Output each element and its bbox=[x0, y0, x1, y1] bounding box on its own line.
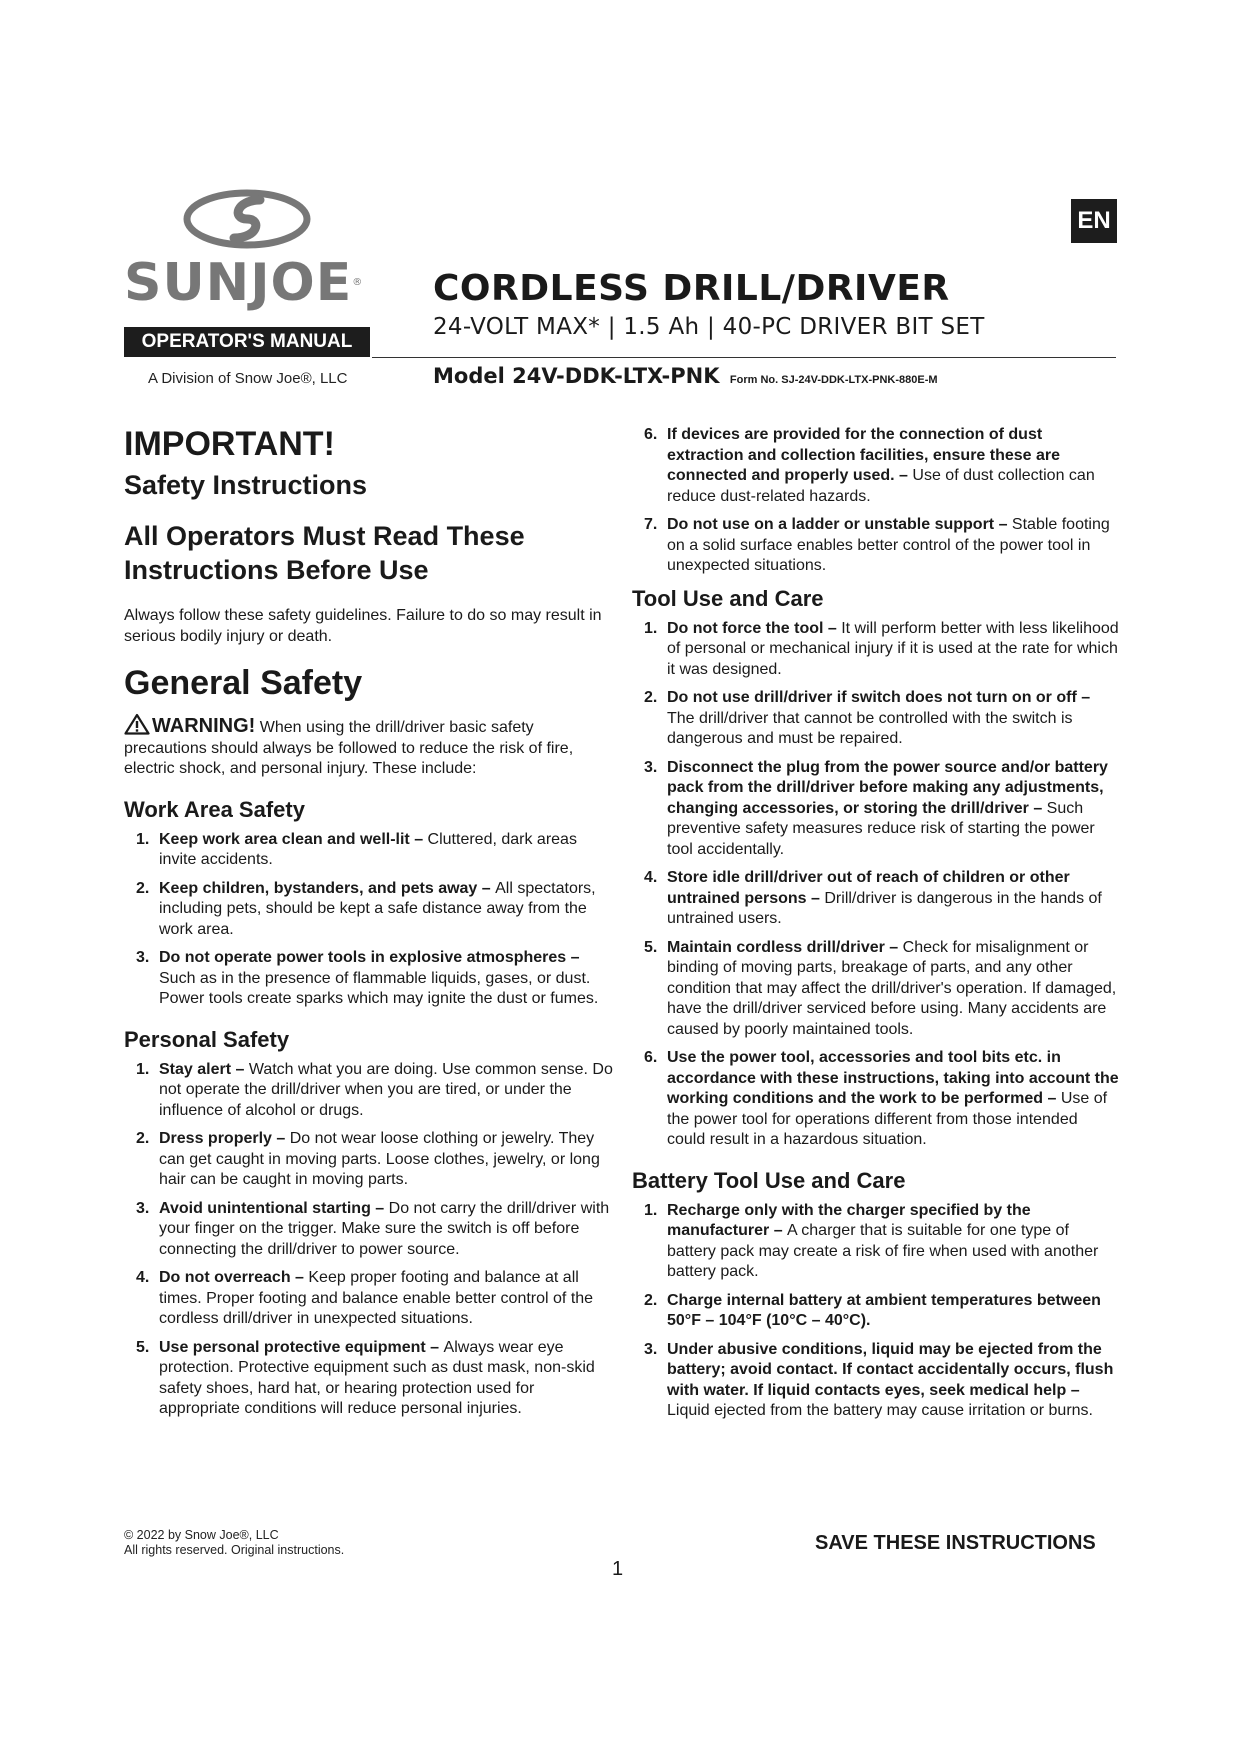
personal-safety-list-continued bbox=[632, 425, 1120, 577]
tool-use-list bbox=[632, 619, 1120, 1151]
list-item: 1. Keep work area clean and well-lit – Cluttered, dark areas invite accidents. bbox=[136, 830, 577, 868]
list-item: 4. Store idle drill/driver out of reach of children or other untrained persons – Drill/driver is dangerous in the hands of untrained users. bbox=[644, 869, 1102, 927]
battery-list bbox=[632, 1201, 1120, 1422]
list-item: 7. Do not use on a ladder or unstable support – Stable footing on a solid surface enables better control of the power tool in unexpected situations. bbox=[644, 516, 1110, 574]
intro-paragraph: Always follow these safety guidelines. Failure to do so may result in serious bodily injury or death. bbox=[124, 607, 602, 645]
tool-use-care-heading: Tool Use and Care bbox=[632, 585, 824, 611]
personal-safety-list bbox=[124, 1060, 614, 1420]
form-number: Form No. SJ-24V-DDK-LTX-PNK-880E-M bbox=[729, 374, 938, 386]
sunjoe-logo bbox=[124, 188, 370, 313]
header-divider bbox=[372, 357, 1116, 358]
product-subtitle: 24-VOLT MAX* | 1.5 Ah | 40-PC DRIVER BIT SET bbox=[433, 314, 985, 340]
product-title: CORDLESS DRILL/DRIVER bbox=[433, 268, 950, 309]
safety-instructions-heading: Safety Instructions bbox=[124, 470, 368, 500]
list-item: 3. Under abusive conditions, liquid may be ejected from the battery; avoid contact. If contact accidentally occurs, flush with water. If liquid contacts eyes, seek medical help – Liquid ejected from the battery may cause irritation or burns. bbox=[644, 1340, 1114, 1419]
warning-word: WARNING! bbox=[152, 715, 256, 737]
battery-tool-care-heading: Battery Tool Use and Care bbox=[632, 1167, 906, 1193]
list-item: 6. Use the power tool, accessories and tool bits etc. in accordance with these instructions, taking into account the working conditions and the work to be performed – Use of the power tool for operations different from those intended could result in a hazardous situation. bbox=[644, 1049, 1119, 1148]
list-item: 5. Maintain cordless drill/driver – Check for misalignment or binding of moving parts, breakage of parts, and any other condition that may affect the drill/driver's operation. If damaged, have the drill/driver serviced before using. Many accidents are caused by poorly maintained tools. bbox=[644, 938, 1117, 1038]
list-item: 3. Do not operate power tools in explosive atmospheres – Such as in the presence of flammable liquids, gases, or dust. Power tools create sparks which may ignite the dust or fumes. bbox=[136, 949, 599, 1007]
language-badge: EN bbox=[1071, 199, 1117, 243]
warning-paragraph bbox=[124, 713, 614, 780]
warning-text: When using the drill/driver basic safety precautions should always be followed to reduce the risk of fire, electric shock, and personal injury. These include: bbox=[124, 719, 574, 777]
page-number: 1 bbox=[612, 1558, 624, 1580]
list-item: 2. Do not use drill/driver if switch does not turn on or off – The drill/driver that cannot be controlled with the switch is dangerous and must be repaired. bbox=[644, 689, 1091, 747]
all-operators-heading: All Operators Must Read These Instructions Before Use bbox=[124, 521, 525, 585]
list-item: 2. Keep children, bystanders, and pets away – All spectators, including pets, should be kept a safe distance away from the work area. bbox=[136, 879, 596, 938]
left-column bbox=[124, 424, 614, 1428]
right-column bbox=[632, 425, 1120, 1430]
list-item: 2. Charge internal battery at ambient temperatures between 50°F – 104°F (10°C – 40°C). bbox=[644, 1291, 1101, 1329]
list-item: 5. Use personal protective equipment – Always wear eye protection. Protective equipment such as dust mask, non-skid safety shoes, hard hat, or hearing protection used for appropriate conditions will reduce personal injuries. bbox=[136, 1338, 595, 1417]
model-line bbox=[433, 364, 938, 388]
list-item: 4. Do not overreach – Keep proper footing and balance at all times. Proper footing and balance enable better control of the cordless drill/driver in unexpected situations. bbox=[136, 1269, 594, 1327]
save-instructions-footer: SAVE THESE INSTRUCTIONS bbox=[815, 1532, 1096, 1554]
warning-triangle-icon bbox=[124, 713, 150, 735]
work-area-list bbox=[124, 830, 614, 1010]
personal-safety-heading: Personal Safety bbox=[124, 1026, 290, 1052]
important-heading: IMPORTANT! bbox=[124, 425, 335, 463]
general-safety-heading: General Safety bbox=[124, 664, 363, 702]
sunjoe-swirl-icon bbox=[182, 188, 312, 250]
list-item: 6. If devices are provided for the connection of dust extraction and collection facilities, ensure these are connected and properly used. – Use of dust collection can reduce dust-related hazards. bbox=[644, 426, 1095, 505]
list-item: 3. Disconnect the plug from the power source and/or battery pack from the drill/driver before making any adjustments, changing accessories, or storing the drill/driver – Such preventive safety measures reduce risk of starting the power tool accidentally. bbox=[644, 758, 1108, 858]
operators-manual-label: OPERATOR'S MANUAL bbox=[124, 327, 370, 357]
brand-wordmark: SUNJOE® bbox=[124, 253, 364, 313]
work-area-safety-heading: Work Area Safety bbox=[124, 796, 305, 822]
model-number: Model 24V-DDK-LTX-PNK bbox=[433, 364, 720, 388]
list-item: 2. Dress properly – Do not wear loose clothing or jewelry. They can get caught in moving parts. Loose clothes, jewelry, or long hair can be caught in moving parts. bbox=[136, 1130, 600, 1188]
division-text: A Division of Snow Joe®, LLC bbox=[148, 370, 348, 387]
list-item: 1. Do not force the tool – It will perform better with less likelihood of personal or mechanical injury if it is used at the rate for which it was designed. bbox=[644, 619, 1119, 678]
list-item: 3. Avoid unintentional starting – Do not carry the drill/driver with your finger on the trigger. Make sure the switch is off before connecting the drill/driver to power source. bbox=[136, 1199, 610, 1258]
list-item: 1. Recharge only with the charger specified by the manufacturer – A charger that is suitable for one type of battery pack may create a risk of fire when used with another battery pack. bbox=[644, 1201, 1099, 1280]
copyright-notice: © 2022 by Snow Joe®, LLC All rights reserved. Original instructions. bbox=[124, 1528, 345, 1557]
list-item: 1. Stay alert – Watch what you are doing. Use common sense. Do not operate the drill/driver when you are tired, or under the influence of alcohol or drugs. bbox=[136, 1060, 613, 1119]
